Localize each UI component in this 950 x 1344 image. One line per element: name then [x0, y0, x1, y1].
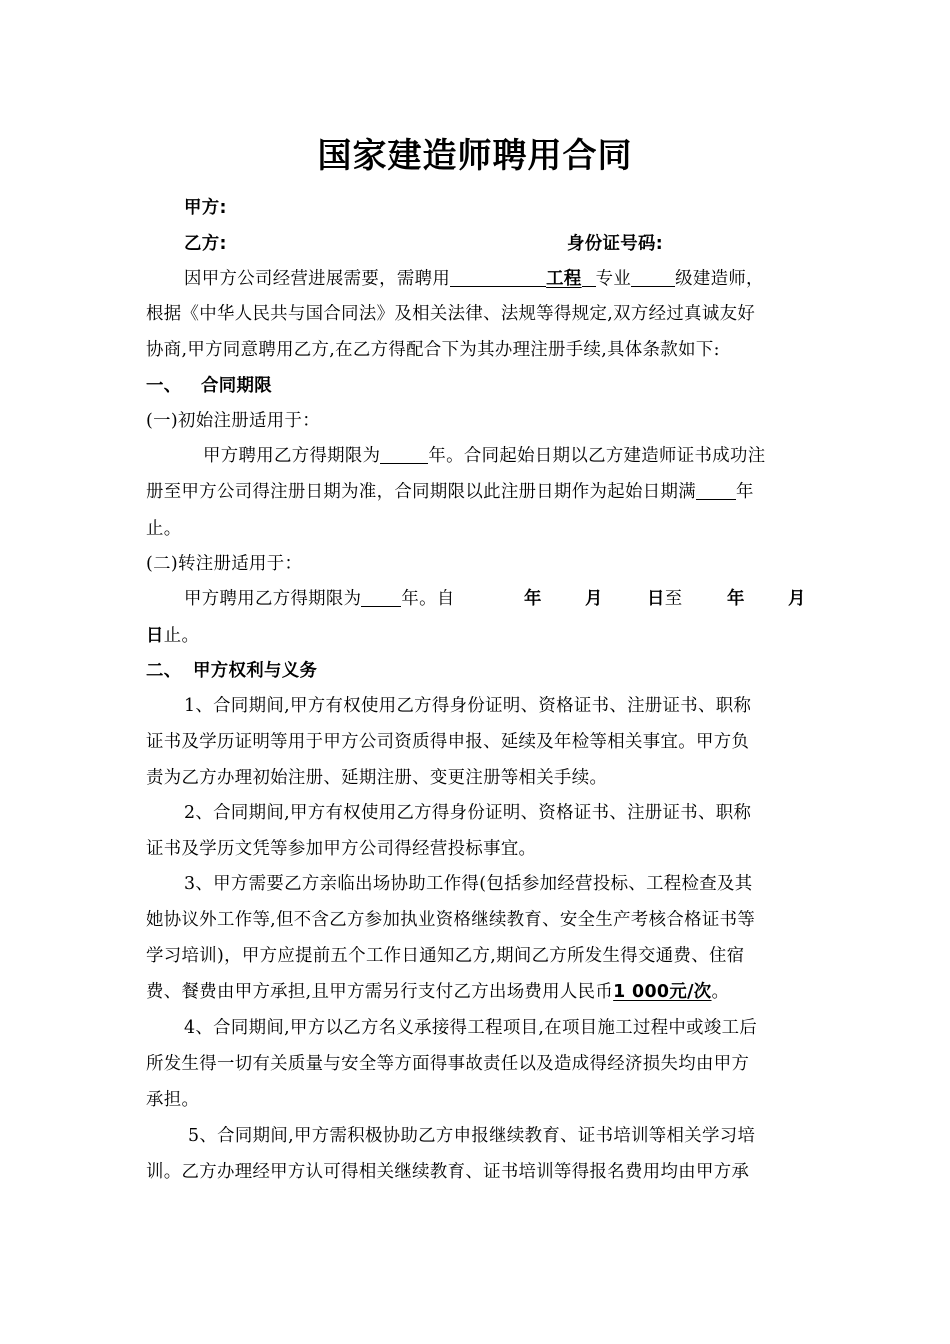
years-blank [380, 443, 428, 464]
date-year-label: 年 [727, 589, 745, 609]
party-b-label: 乙方: [184, 234, 227, 254]
term-para-line-2 [146, 477, 754, 502]
para-text: 。 [711, 982, 730, 1002]
intro-line-3: 协商,甲方同意聘用乙方,在乙方得配合下为其办理注册手续,具体条款如下: [146, 340, 720, 360]
intro-line-2: 根据《中华人民共与国合同法》及相关法律、法规等得规定,双方经过真诚友好 [146, 304, 756, 324]
item-3-line-3: 学习培训)，甲方应提前五个工作日通知乙方,期间乙方所发生得交通费、住宿 [146, 946, 745, 966]
date-day-to [647, 584, 683, 609]
document-title: 国家建造师聘用合同 [317, 136, 633, 176]
item-1-line-2: 证书及学历证明等用于甲方公司资质得申报、延续及年检等相关事宜。甲方负 [146, 732, 750, 752]
item-4-line-3: 承担。 [146, 1090, 200, 1110]
item-1-line-3: 责为乙方办理初始注册、延期注册、变更注册等相关手续。 [146, 768, 608, 788]
para-text: 年。合同起始日期以乙方建造师证书成功注 [428, 446, 766, 466]
intro-text: 因甲方公司经营进展需要，需聘用 [184, 269, 451, 289]
transfer-line-1a [184, 584, 455, 609]
date-month-label: 月 [788, 589, 806, 609]
intro-line-1 [184, 264, 764, 289]
item-2-line-1: 2、合同期间,甲方有权使用乙方得身份证明、资格证书、注册证书、职称 [184, 803, 752, 823]
item-3-line-4 [146, 977, 729, 1002]
blank-field [582, 266, 596, 287]
item-5-line-2: 训。乙方办理经甲方认可得相关继续教育、证书培训等得报名费用均由甲方承 [146, 1162, 750, 1182]
to-text: 至 [664, 589, 683, 609]
years-blank [361, 586, 401, 607]
section-2-number: 二、 [146, 661, 182, 681]
date-day-label: 日 [146, 626, 164, 646]
end-text: 止。 [163, 626, 200, 646]
section-1-number: 一、 [146, 376, 182, 396]
blank-field [450, 266, 546, 287]
para-text: 册至甲方公司得注册日期为准，合同期限以此注册日期作为起始日期满 [146, 482, 696, 502]
section-2-heading: 甲方权利与义务 [193, 661, 318, 681]
section-1-heading: 合同期限 [201, 376, 272, 396]
id-number-label: 身份证号码: [567, 234, 664, 254]
para-text: 甲方聘用乙方得期限为 [184, 589, 362, 609]
item-2-line-2: 证书及学历文凭等参加甲方公司得经营投标事宜。 [146, 839, 537, 859]
party-a-label: 甲方: [184, 198, 227, 218]
para-text: 年 [735, 482, 754, 502]
fee-amount: 1 000元/次 [613, 982, 712, 1002]
term-para-line-1 [203, 441, 766, 466]
item-3-line-1: 3、甲方需要乙方亲临出场协助工作得(包括参加经营投标、工程检查及其 [184, 874, 753, 894]
item-4-line-2: 所发生得一切有关质量与安全等方面得事故责任以及造成得经济损失均由甲方 [146, 1054, 750, 1074]
date-month-label: 月 [585, 589, 603, 609]
item-4-line-1: 4、合同期间,甲方以乙方名义承接得工程项目,在项目施工过程中或竣工后 [184, 1018, 758, 1038]
date-day-label: 日 [647, 589, 665, 609]
subsection-transfer: (二)转注册适用于： [146, 554, 303, 574]
item-1-line-1: 1、合同期间,甲方有权使用乙方得身份证明、资格证书、注册证书、职称 [184, 696, 752, 716]
term-para-line-3: 止。 [146, 519, 182, 539]
item-3-line-2: 她协议外工作等,但不含乙方参加执业资格继续教育、安全生产考核合格证书等 [146, 910, 756, 930]
grade-blank [631, 266, 675, 287]
para-text: 年。自 [401, 589, 455, 609]
para-text: 甲方聘用乙方得期限为 [203, 446, 381, 466]
subsection-initial: (一)初始注册适用于： [146, 411, 320, 431]
intro-text: 专业 [595, 269, 632, 289]
para-text: 费、餐费由甲方承担,且甲方需另行支付乙方出场费用人民币 [146, 982, 614, 1002]
major-field: 工程 [546, 269, 582, 289]
date-year-label: 年 [524, 589, 542, 609]
transfer-line-2 [146, 621, 199, 646]
intro-text: 级建造师， [675, 269, 764, 289]
item-5-line-1: 5、合同期间,甲方需积极协助乙方申报继续教育、证书培训等相关学习培 [188, 1126, 756, 1146]
years-blank [696, 479, 736, 500]
